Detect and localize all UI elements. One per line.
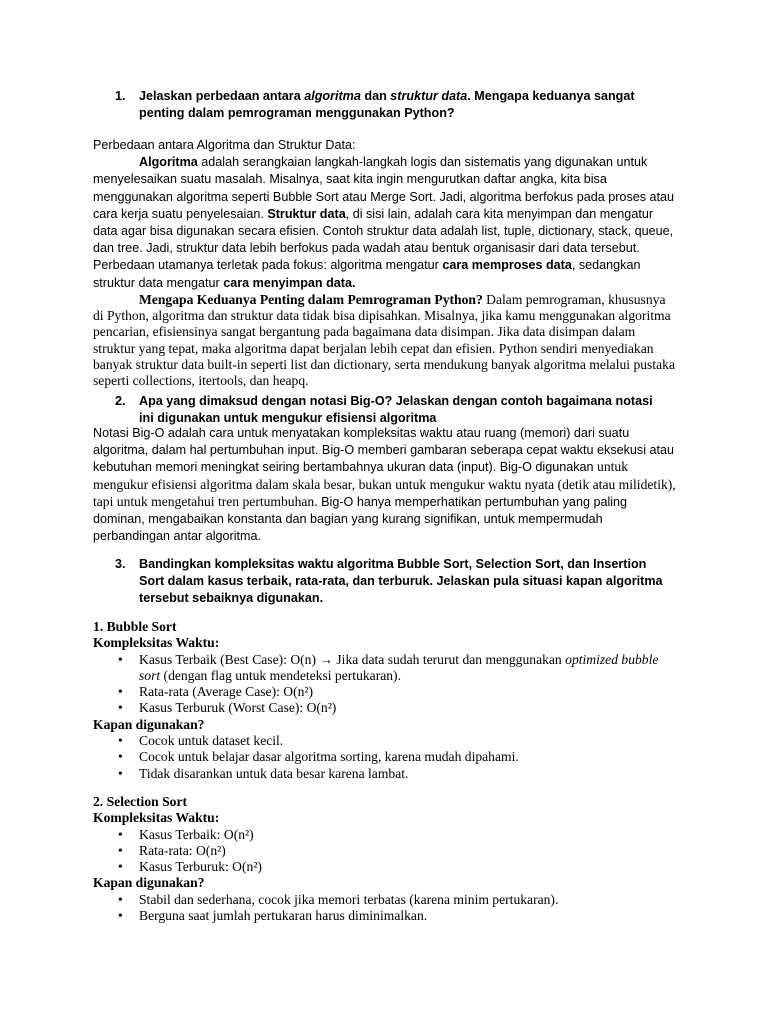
list-item <box>93 749 677 765</box>
bubble-worst: Kasus Terburuk (Worst Case): O(n²) <box>139 700 337 716</box>
bullet-icon: • <box>118 859 123 875</box>
bubble-complexity-list <box>93 652 677 717</box>
bullet-icon: • <box>118 651 123 667</box>
section-1-answer <box>93 137 677 390</box>
selection-complexity-heading: Kompleksitas Waktu: <box>93 810 220 826</box>
bullet-icon: • <box>118 749 123 765</box>
bullet-icon: • <box>118 765 123 781</box>
bullet-icon: • <box>118 826 123 842</box>
section-1-heading: Perbedaan antara Algoritma dan Struktur Data: <box>93 138 356 152</box>
s2-part-2: untuk mengukur efisiensi algoritma dalam skala besar, bukan untuk mengukur waktu nyata (detik atau milidetik), tapi untuk mengetahui tren pertumbuhan. <box>93 459 676 509</box>
bubble-when-heading: Kapan digunakan? <box>93 716 205 732</box>
bullet-icon: • <box>118 700 123 716</box>
s1-p1-b3: cara memproses data <box>442 258 572 273</box>
s1-p2-b1: Mengapa Keduanya Penting dalam Pemrograman Python? <box>139 291 483 307</box>
section-1-paragraph-1 <box>93 154 677 292</box>
list-item <box>93 908 677 924</box>
bubble-complexity-heading: Kompleksitas Waktu: <box>93 635 220 651</box>
question-1-number: 1. <box>115 89 126 103</box>
selection-use-1: Stabil dan sederhana, cocok jika memori terbatas (karena minim pertukaran). <box>139 891 559 907</box>
section-2-answer <box>93 425 677 545</box>
s2-part-1: Notasi Big-O adalah cara untuk menyatakan kompleksitas waktu atau ruang (memori) dari suatu algoritma, dalam hal pertumbuhan input. Big-O memberi gambaran seberapa cepat waktu eksekusi atau kebutuhan memori meningkat seiring bertambahnya ukuran data (input). Big-O digunakan <box>93 426 675 475</box>
bullet-icon: • <box>118 891 123 907</box>
selection-case-1: Kasus Terbaik: O(n²) <box>139 826 254 842</box>
bullet-icon: • <box>118 733 123 749</box>
question-3-number: 3. <box>115 557 126 571</box>
list-item <box>93 766 677 782</box>
s1-p1-b4: cara menyimpan data. <box>223 275 356 290</box>
s1-p1-b2: Struktur data <box>267 206 346 221</box>
section-1-paragraph-2 <box>93 292 677 390</box>
s1-p1-b1: Algoritma <box>139 155 198 170</box>
list-item <box>93 733 677 749</box>
q1-part-c: dan <box>360 89 391 103</box>
list-item <box>93 827 677 843</box>
q1-part-d: struktur data <box>390 89 468 103</box>
list-item <box>93 700 677 716</box>
list-item <box>93 652 677 685</box>
selection-sort-section <box>93 794 677 924</box>
selection-use-list <box>93 892 677 925</box>
bubble-best-i: optimized bubble sort <box>139 651 659 683</box>
s1-p1-t1: adalah serangkaian langkah-langkah logis dan sistematis yang digunakan untuk menyelesaikan suatu masalah. Misalnya, saat kita ingin mengurutkan daftar angka, kita bisa menggunakan algoritma seperti Bubble Sort atau Merge Sort. Jadi, algoritma berfokus pada proses atau cara kerja suatu penyelesaian. <box>93 155 675 221</box>
s1-p1-t3: , sedangkan struktur data mengatur <box>93 258 641 290</box>
q1-part-a: Jelaskan perbedaan antara <box>139 89 305 103</box>
bubble-use-list <box>93 733 677 782</box>
selection-case-3: Kasus Terburuk: O(n²) <box>139 859 262 875</box>
bubble-avg: Rata-rata (Average Case): O(n²) <box>139 684 314 700</box>
bullet-icon: • <box>118 684 123 700</box>
bubble-use-3: Tidak disarankan untuk data besar karena lambat. <box>139 765 409 781</box>
question-1-text <box>139 88 664 122</box>
section-2-paragraph <box>93 425 677 545</box>
question-2-text: Apa yang dimaksud dengan notasi Big-O? Jelaskan dengan contoh bagaimana notasi ini digunakan untuk mengukur efisiensi algoritma <box>139 394 653 426</box>
list-item <box>93 892 677 908</box>
bullet-icon: • <box>118 842 123 858</box>
s1-p2-t1: Dalam pemrograman, khususnya di Python, algoritma dan struktur data tidak bisa dipisahkan. Misalnya, jika kamu menggunakan algoritma pencarian, efisiensinya sangat bergantung pada bagaimana data disimpan. Jika data disimpan dalam struktur yang tepat, maka algoritma dapat berjalan lebih cepat dan efisien. Python sendiri menyediakan banyak struktur data built-in seperti list dan dictionary, serta mendukung banyak algoritma melalui pustaka seperti collections, itertools, dan heapq. <box>93 291 675 389</box>
bubble-use-2: Cocok untuk belajar dasar algoritma sorting, karena mudah dipahami. <box>139 749 519 765</box>
list-item <box>93 843 677 859</box>
s1-p1-t2: , di sisi lain, adalah cara kita menyimpan dan mengatur data agar bisa digunakan secara efisien. Contoh struktur data adalah list, tuple, dictionary, stack, queue, dan tree. Jadi, struktur data lebih berfokus pada wadah atau bentuk organisasir dari data tersebut. Perbedaan utamanya terletak pada fokus: algoritma mengatur <box>93 206 674 273</box>
question-2-number: 2. <box>115 394 126 408</box>
list-item <box>93 859 677 875</box>
selection-use-2: Berguna saat jumlah pertukaran harus diminimalkan. <box>139 908 428 924</box>
s2-part-3: Big-O hanya memperhatikan pertumbuhan yang paling dominan, mengabaikan konstanta dan bagian yang kurang signifikan, untuk mempermudah perbandingan antar algoritma. <box>93 494 628 544</box>
selection-case-2: Rata-rata: O(n²) <box>139 842 226 858</box>
bubble-sort-title: 1. Bubble Sort <box>93 619 177 634</box>
selection-complexity-list <box>93 827 677 876</box>
q1-part-b: algoritma <box>304 89 361 103</box>
bullet-icon: • <box>118 908 123 924</box>
bubble-best-b: (dengan flag untuk mendeteksi pertukaran). <box>160 667 401 683</box>
bubble-best-a: Kasus Terbaik (Best Case): O(n) → Jika data sudah terurut dan menggunakan <box>139 651 566 667</box>
bubble-use-1: Cocok untuk dataset kecil. <box>139 733 284 749</box>
bubble-sort-section <box>93 619 677 782</box>
selection-sort-title: 2. Selection Sort <box>93 794 188 809</box>
q1-part-e: . Mengapa keduanya sangat penting dalam pemrograman menggunakan Python? <box>139 89 635 121</box>
selection-when-heading: Kapan digunakan? <box>93 875 205 891</box>
list-item <box>93 684 677 700</box>
question-3-text: Bandingkan kompleksitas waktu algoritma Bubble Sort, Selection Sort, dan Insertion Sort dalam kasus terbaik, rata-rata, dan terburuk. Jelaskan pula situasi kapan algoritma tersebut sebaiknya digunakan. <box>139 557 663 606</box>
